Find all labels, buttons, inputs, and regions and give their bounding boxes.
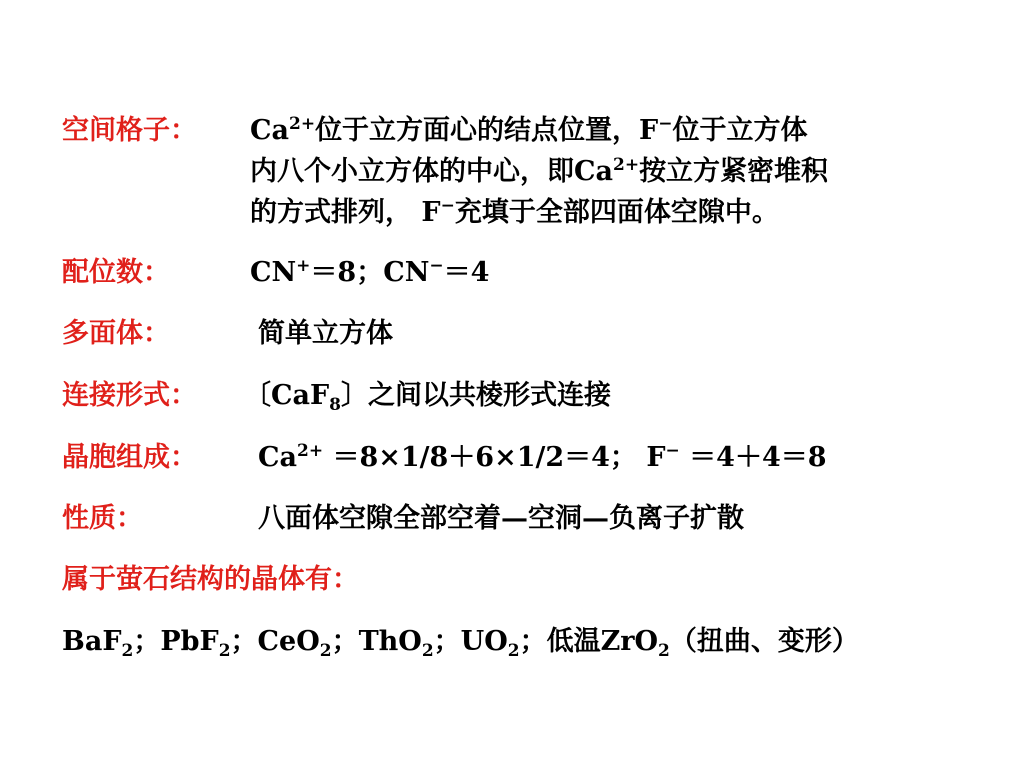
crystal-tho2: ThO [358,626,422,657]
text-run: 〔CaF [244,380,330,411]
crystal-pbf2: PbF [160,626,219,657]
fluorite-crystals-heading: 属于萤石结构的晶体有： [62,564,359,595]
text-run: CN [250,257,297,288]
superscript: − [440,196,455,216]
subscript: 2 [507,641,520,661]
subscript: 2 [319,641,332,661]
text-run: ＝4 [443,257,490,288]
superscript: + [296,256,311,276]
text-run: ＝8×1/8＋6×1/2＝4； F [323,442,666,473]
cell-composition-label: 晶胞组成： [62,442,197,473]
text-run: Ca [250,115,289,146]
superscript: 2+ [296,441,324,461]
polyhedron-value: 简单立方体 [258,318,393,349]
property-value: 八面体空隙全部空着—空洞—负离子扩散 [258,503,744,534]
spatial-lattice-line-1 [250,113,807,149]
separator: ； [133,626,161,657]
superscript: 2+ [288,114,316,134]
text-run: Ca [258,442,297,473]
text-run: 位于立方面心的结点位置，F [315,115,659,146]
property-label: 性质： [62,503,143,534]
separator: ； [433,626,461,657]
subscript: 2 [421,641,434,661]
spatial-lattice-line-3 [250,195,779,231]
text-run: 的方式排列， F [250,197,441,228]
subscript: 2 [658,641,670,661]
text-run: 〕之间以共棱形式连接 [341,380,611,411]
crystal-baf2: BaF [62,626,122,657]
text-run: 内八个小立方体的中心，即Ca [250,156,613,187]
superscript: 2+ [612,155,640,175]
superscript: − [429,256,444,276]
spatial-lattice-label: 空间格子： [62,115,197,146]
crystal-zro2: 低温ZrO [546,626,659,657]
connection-value [244,378,611,414]
subscript: 2 [121,641,134,661]
polyhedron-label: 多面体： [62,318,170,349]
text-run: 按立方紧密堆积 [639,156,829,187]
subscript: 8 [329,395,341,415]
connection-label: 连接形式： [62,380,197,411]
text-run: ＝4＋4＝8 [679,442,827,473]
text-run: 充填于全部四面体空隙中。 [454,197,779,228]
separator: ； [230,626,258,657]
coordination-label: 配位数： [62,257,170,288]
separator: ； [519,626,547,657]
crystal-ceo2: CeO [257,626,320,657]
fluorite-crystal-list [62,624,859,660]
subscript: 2 [218,641,231,661]
crystal-note: （扭曲、变形） [669,626,859,657]
crystal-uo2: UO [460,626,508,657]
superscript: − [658,114,673,134]
text-run: 位于立方体 [672,115,808,146]
coordination-value [250,255,489,291]
spatial-lattice-line-2 [250,154,828,190]
text-run: ＝8；CN [310,257,430,288]
superscript: − [665,441,680,461]
separator: ； [331,626,359,657]
cell-composition-value [258,440,827,476]
